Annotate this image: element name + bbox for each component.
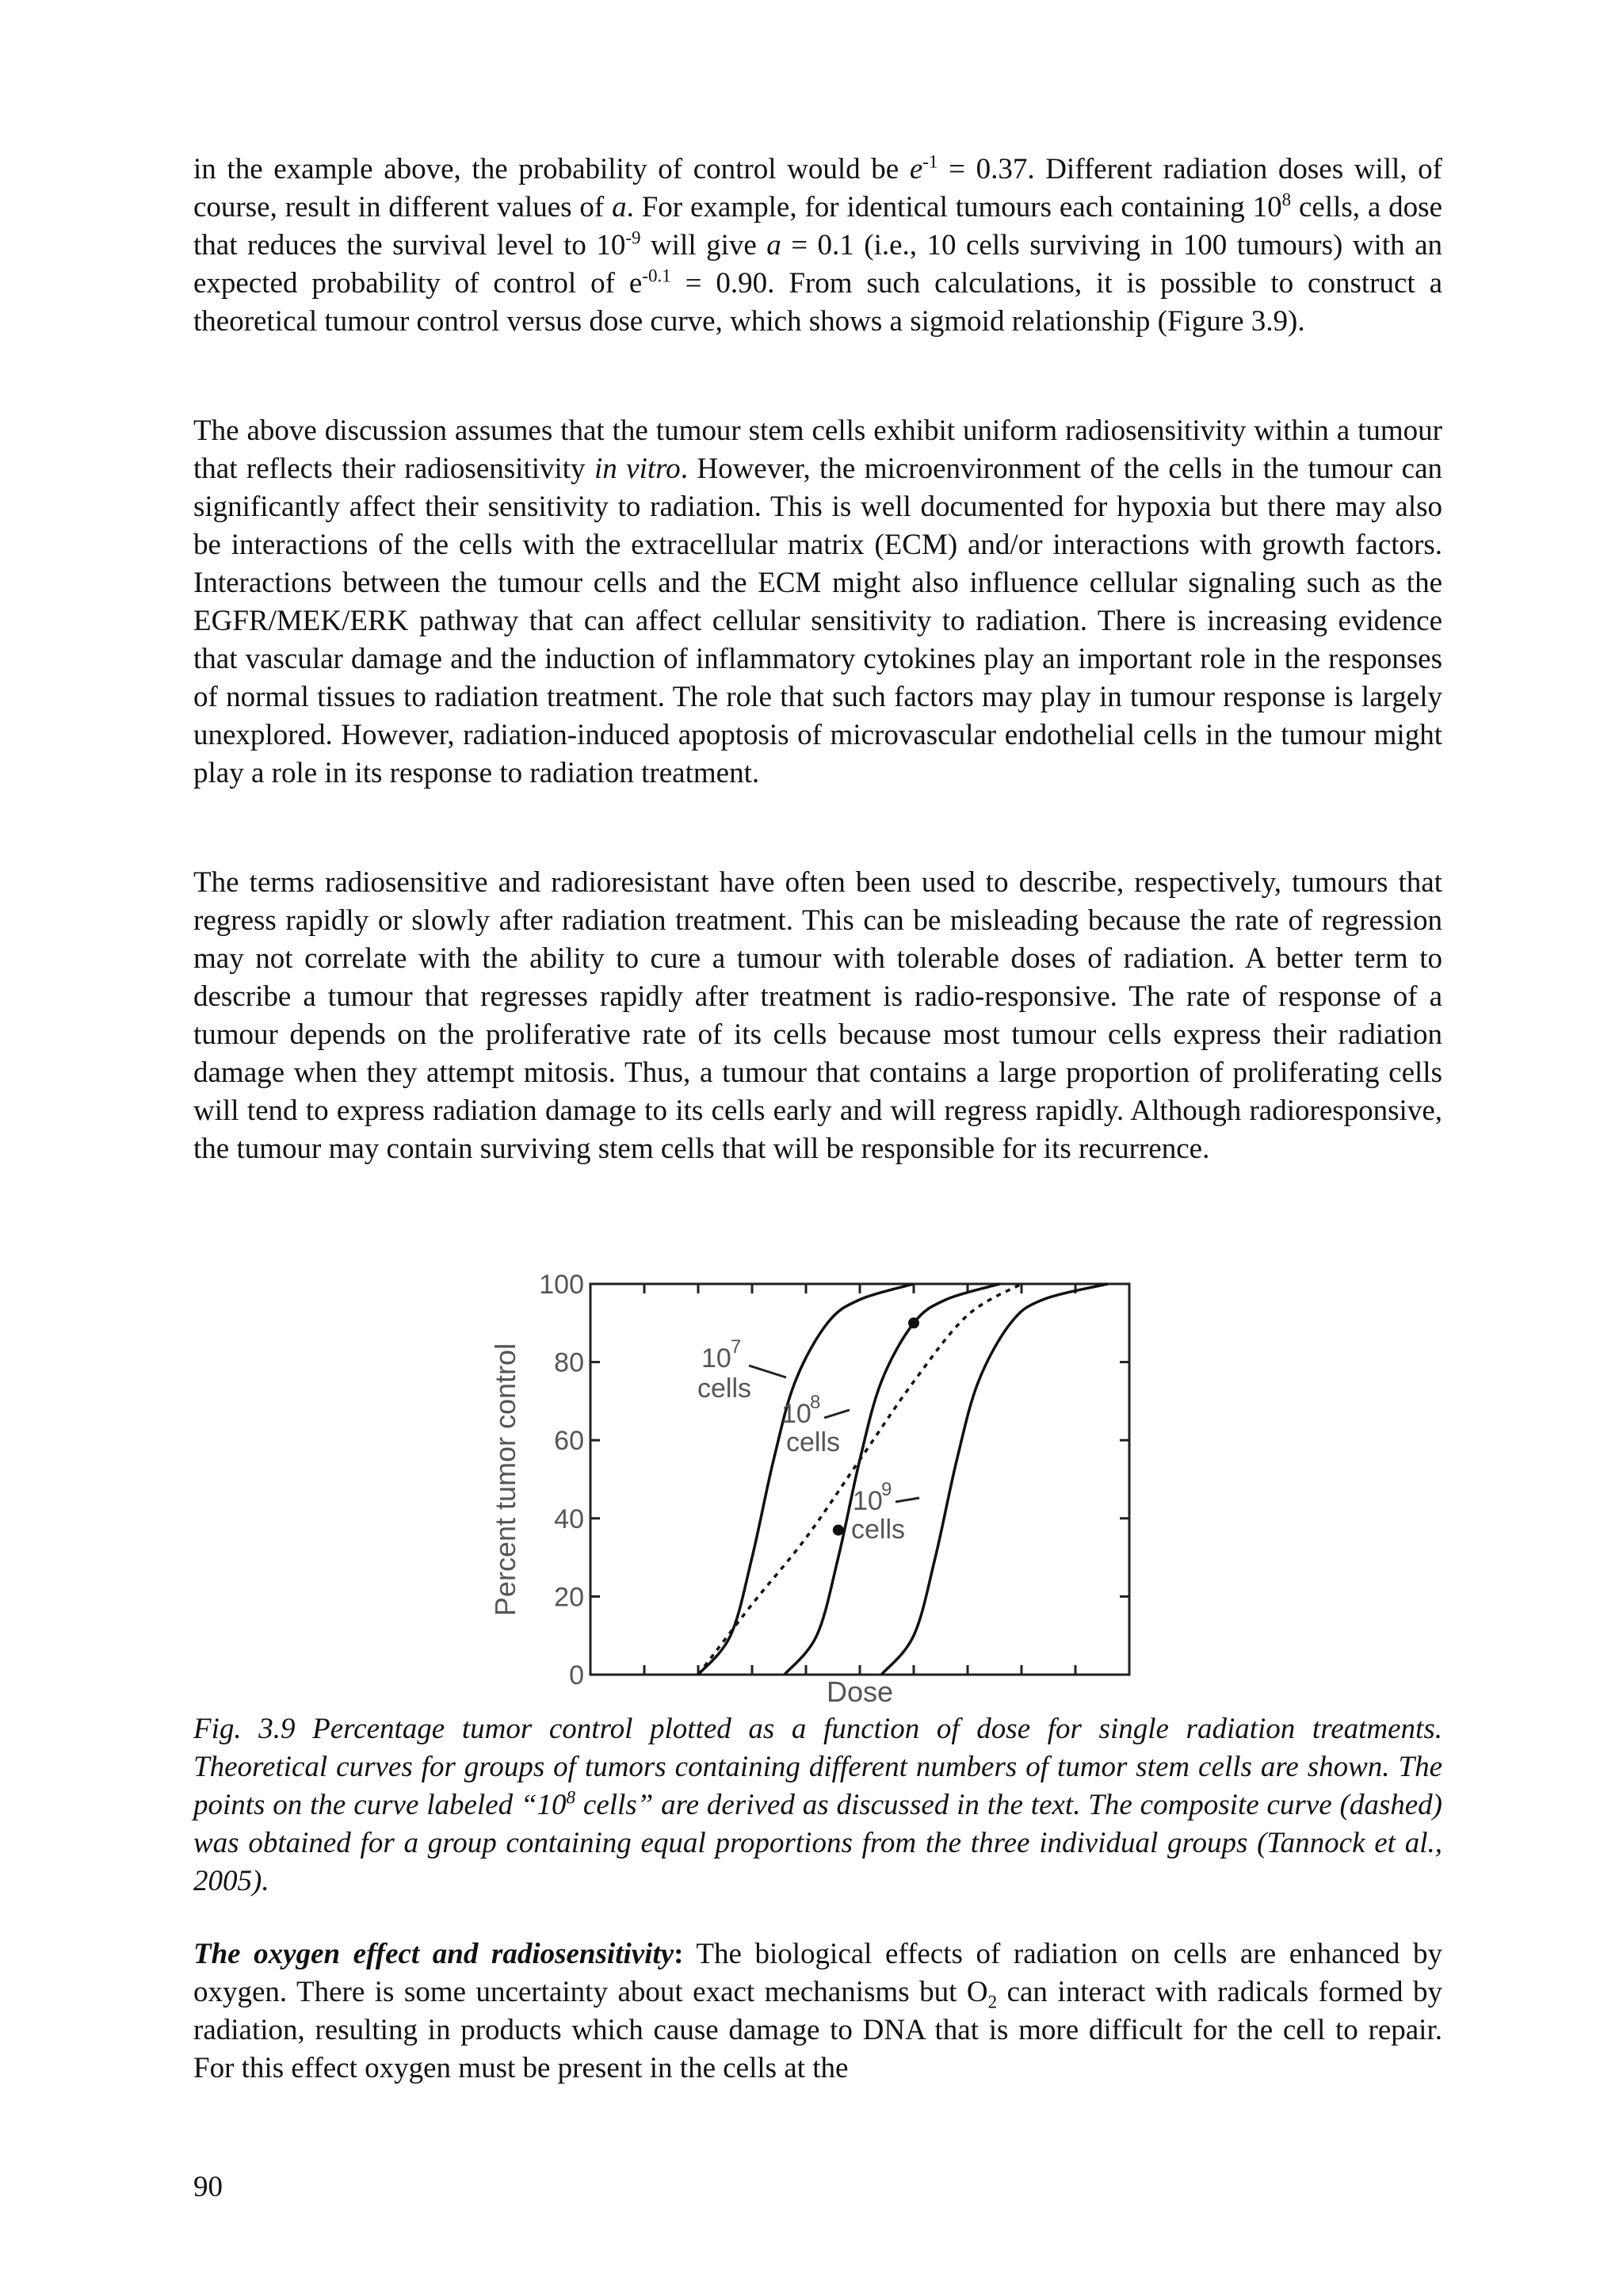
leader-10-7 [749,1366,786,1377]
paragraph-4 [193,1935,1442,2088]
x-axis-label: Dose [826,1675,894,1708]
y-tick-label: 0 [569,1660,584,1690]
text: in the example above, the probability of control would be [193,153,910,185]
text: will give [640,229,767,262]
y-tick-label: 20 [554,1582,584,1613]
plot-frame [590,1284,1129,1675]
text: = 0.1 (i.e., 10 cells surviving in 100 tumours) with an expected probability of control of e [193,229,1442,300]
label-10-9-exp: 9 [881,1479,892,1500]
leader-10-8 [824,1410,850,1418]
section-heading: The oxygen effect and radiosensitivity [193,1938,674,1970]
superscript: -9 [625,227,641,248]
text: can interact with radicals formed by radiation, resulting in products which cause damage to DNA that is more difficult for the cell to repair. For this effect oxygen must be present in the cells at the [193,1976,1442,2084]
superscript: -0.1 [642,266,671,286]
y-axis-label: Percent tumor control [489,1343,521,1617]
label-10-8-exp: 8 [810,1392,821,1413]
y-tick-label: 40 [554,1503,584,1534]
y-tick-label: 80 [554,1347,584,1378]
italic-in-vitro: in vitro [594,453,681,485]
page-number: 90 [193,2171,223,2203]
text: = 0.37. Different radiation doses will, of course, result in different values of [193,153,1442,223]
superscript: 8 [1281,189,1292,210]
series-10-9-cells [881,1284,1108,1675]
label-10-7-base: 10 [701,1343,731,1373]
y-tick-label: 100 [539,1270,584,1300]
series-composite [698,1284,1022,1675]
text: . However, the microenvironment of the cells in the tumour can significantly affect their sensitivity to radiation. This is well documented for hypoxia but there may also be interactions of the cells with the extracellular matrix (ECM) and/or interactions with growth factors. Interactions between the tumour cells and the ECM might also influence cellular signaling such as the EGFR/MEK/ERK pathway that can affect cellular sensitivity to radiation. There is increasing evidence that vascular damage and the induction of inflammatory cytokines play an important role in the responses of normal tissues to radiation treatment. The role that such factors may play in tumour response is largely unexplored. However, radiation-induced apoptosis of microvascular endothelial cells in the tumour might play a role in its response to radiation treatment. [193,453,1443,789]
text: cells, a dose that reduces the survival level to 10 [193,191,1442,262]
subscript: 2 [987,1992,998,2012]
data-point [908,1317,919,1328]
y-tick-label: 60 [554,1426,584,1457]
text: Fig. 3.9 Percentage tumor control plotted as a function of dose for single radiation treatments. Theoretical curves for groups of tumors containing different numbers of tumor stem cells are shown. The points on the curve labeled “10 [193,1713,1442,1821]
axis-ticks [590,1284,1129,1675]
superscript: -1 [922,151,938,172]
y-tick-labels [539,1270,584,1690]
paragraph-3: The terms radiosensitive and radioresistant have often been used to describe, respectively, tumours that regress rapidly or slowly after radiation treatment. This can be misleading because the rate of regression may not correlate with the ability to cure a tumour with tolerable doses of radiation. A better term to describe a tumour that regresses rapidly after treatment is radio-responsive. The rate of response of a tumour depends on the proliferative rate of its cells because most tumour cells express their radiation damage when they attempt mitosis. Thus, a tumour that contains a large proportion of proliferating cells will tend to express radiation damage to its cells early and will regress rapidly. Although radioresponsive, the tumour may contain surviving stem cells that will be responsible for its recurrence. [193,866,1442,1165]
series-10-8-cells [785,1284,1000,1675]
leader-10-9 [896,1498,919,1502]
label-10-8-word: cells [786,1427,841,1457]
superscript: 8 [566,1787,576,1808]
data-point [833,1525,844,1536]
figure-3-9 [475,1264,1141,1708]
curves [698,1284,1108,1675]
figure-caption [193,1710,1442,1901]
italic-a: a [766,229,781,262]
label-10-9-base: 10 [853,1486,883,1516]
text: cells” are derived as discussed in the text. The composite curve (dashed) was obtained for a group containing equal proportions from the three individual groups (Tannock et al., 2005). [193,1789,1442,1897]
italic-e: e [909,153,923,185]
text: = 0.90. From such calculations, it is possible to construct a theoretical tumour control versus dose curve, which shows a sigmoid relationship (Figure 3.9). [193,267,1442,338]
tumor-control-chart [475,1264,1141,1708]
label-10-8-base: 10 [781,1399,812,1429]
paragraph-1 [193,151,1442,341]
paragraph-2 [193,412,1442,793]
text: The biological effects of radiation on cells are enhanced by oxygen. There is some uncertainty about exact mechanisms but O [193,1938,1442,2008]
italic-a: a [612,191,627,223]
text: The above discussion assumes that the tumour stem cells exhibit uniform radiosensitivity within a tumour that reflects their radiosensitivity [193,415,1442,485]
label-10-7-word: cells [697,1373,752,1404]
label-10-9-word: cells [851,1515,906,1545]
text: . For example, for identical tumours each containing 10 [626,191,1282,223]
heading-colon: : [674,1938,684,1970]
label-10-7-exp: 7 [731,1336,742,1358]
